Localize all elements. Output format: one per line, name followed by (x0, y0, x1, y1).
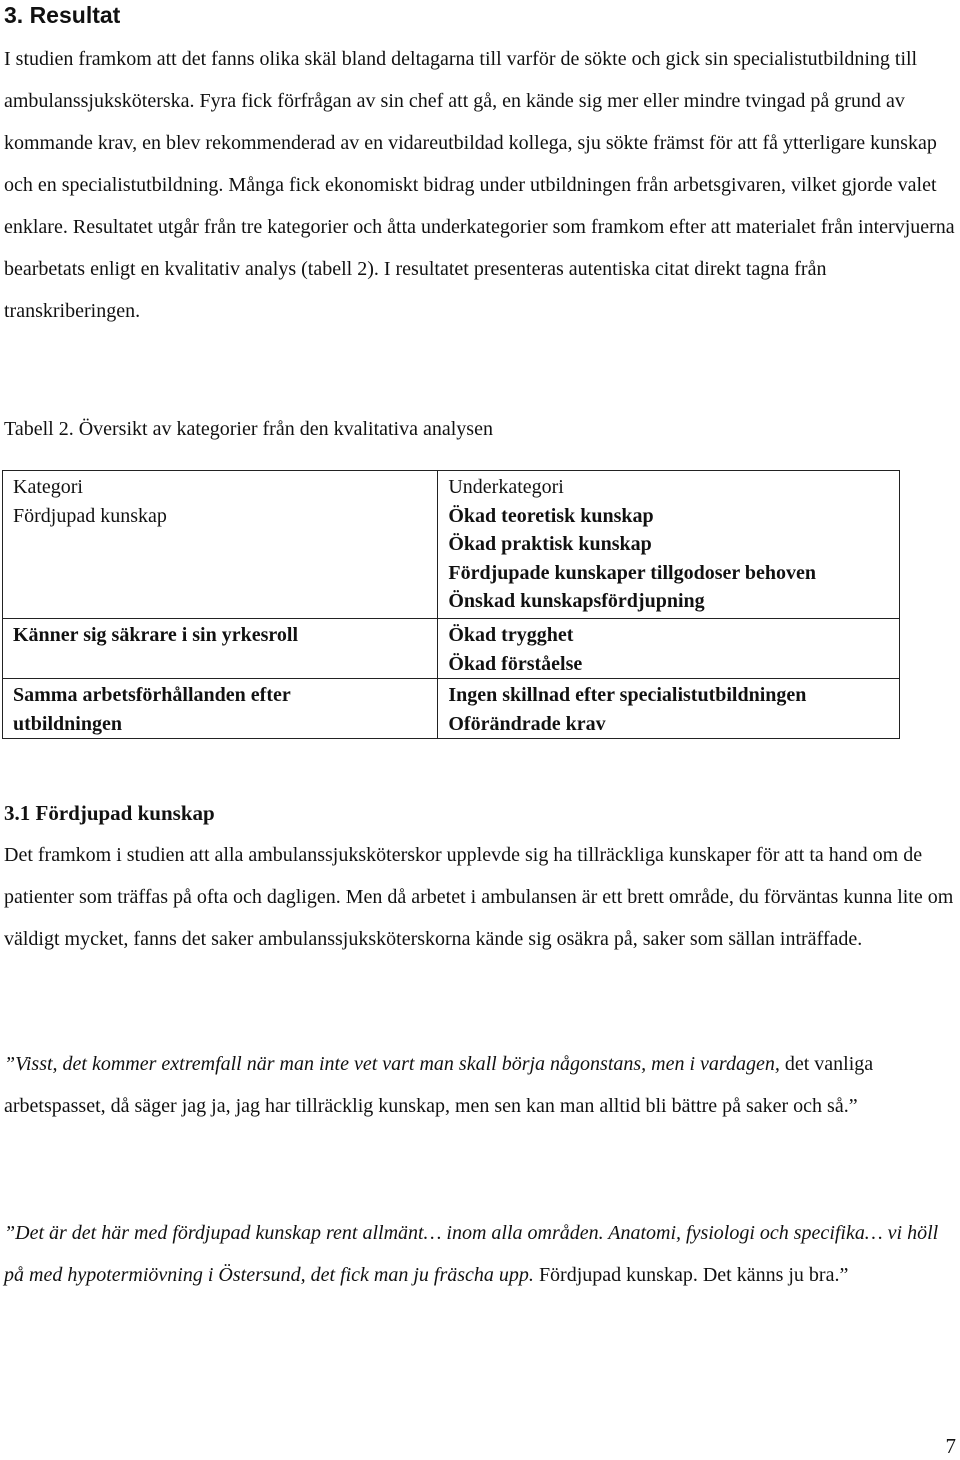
interview-quote (4, 1212, 956, 1296)
table-cell-subcategories (438, 471, 900, 619)
subsection-heading: 3.1 Fördjupad kunskap (4, 801, 215, 825)
quote-italic-text: ”Det är det här med fördjupad kunskap rent allmänt… inom alla områden. Anatomi, fysiologi och specifika… vi höll på med hypotermiövning i Östersund, det fick man ju fräscha upp. (4, 1222, 939, 1286)
subcategory-label: Oförändrade krav (448, 712, 606, 735)
quote-plain-text: Fördjupad kunskap. Det känns ju bra.” (533, 1264, 849, 1286)
subcategory-label: Ökad teoretisk kunskap (448, 504, 654, 527)
page-number: 7 (945, 1434, 956, 1458)
table-cell-subcategories (438, 619, 900, 679)
subcategory-label: Ingen skillnad efter specialistutbildningen (448, 684, 807, 706)
quote-italic-text: ”Visst, det kommer extremfall när man inte vet vart man skall börja någonstans, men i vardagen, (4, 1053, 780, 1075)
subcategory-label: Fördjupade kunskaper tillgodoser behoven (448, 561, 817, 584)
table-cell-category (3, 471, 438, 619)
table-row (3, 471, 900, 619)
table-row (3, 619, 900, 679)
table-caption: Tabell 2. Översikt av kategorier från den kvalitativa analysen (4, 418, 493, 440)
subcategory-label: Önskad kunskapsfördjupning (448, 590, 705, 612)
category-label: Samma arbetsförhållanden efter utbildningen (13, 684, 291, 735)
category-label: Känner sig säkrare i sin yrkesroll (13, 624, 299, 646)
results-intro-paragraph: I studien framkom att det fanns olika skäl bland deltagarna till varför de sökte och gick sin specialistutbildning till ambulanssjuksköterska. Fyra fick förfrågan av sin chef att gå, en kände sig mer eller mindre tvingad på grund av kommande krav, en blev rekommenderad av en vidareutbildad kollega, sju sökte främst för att få ytterligare kunskap och en specialistutbildning. Många fick ekonomiskt bidrag under utbildningen från arbetsgivaren, vilket gjorde valet enklare. Resultatet utgår från tre kategorier och åtta underkategorier som framkom efter att materialet från intervjuerna bearbetats enligt en kvalitativ analys (tabell 2). I resultatet presenteras autentiska citat direkt tagna från transkriberingen. (4, 48, 955, 322)
category-table (2, 470, 900, 739)
subsection-paragraph: Det framkom i studien att alla ambulanssjuksköterskor upplevde sig ha tillräckliga kunskaper för att ta hand om de patienter som träffas på ofta och dagligen. Men då arbetet i ambulansen är ett brett område, du förväntas kunna lite om väldigt mycket, fanns det saker ambulanssjuksköterskorna kände sig osäkra på, saker som sällan inträffade. (4, 844, 954, 950)
interview-quote (4, 1043, 956, 1127)
subcategory-label: Ökad förståelse (448, 652, 583, 675)
quote-plain-text: det vanliga arbetspasset, då säger jag ja, jag har tillräcklig kunskap, men sen kan man alltid bli bättre på saker och så.” (4, 1053, 874, 1117)
category-label: Fördjupad kunskap (13, 504, 167, 527)
table-cell-subcategories (438, 679, 900, 739)
header-subcategory: Underkategori (448, 476, 564, 498)
table-cell-category (3, 619, 438, 679)
section-heading: 3. Resultat (4, 2, 121, 28)
subcategory-label: Ökad trygghet (448, 624, 574, 646)
subcategory-label: Ökad praktisk kunskap (448, 533, 652, 555)
table-cell-category (3, 679, 438, 739)
table-row (3, 679, 900, 739)
header-category: Kategori (13, 476, 83, 498)
